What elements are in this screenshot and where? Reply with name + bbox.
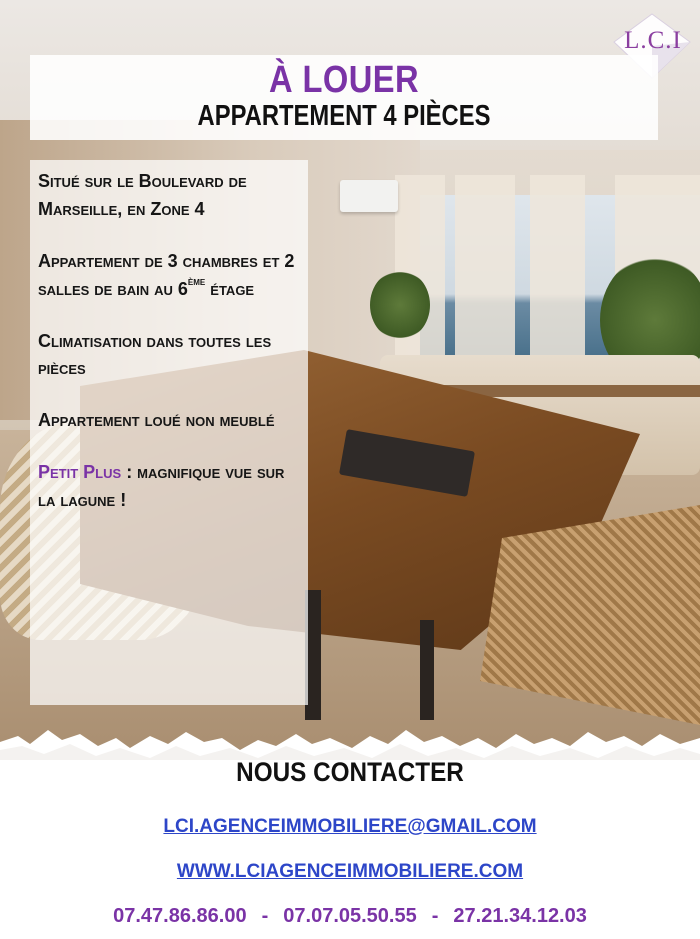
feature-rooms-text: Appartement de 3 chambres et 2 salles de bain au 6 <box>38 250 295 299</box>
bonus-label: Petit Plus <box>38 462 122 483</box>
plant <box>370 270 430 340</box>
separator: - <box>261 905 269 927</box>
air-conditioner <box>340 180 398 212</box>
feature-rooms <box>38 248 300 304</box>
feature-climate: Climatisation dans toutes les pièces <box>38 330 272 379</box>
features-panel <box>30 160 308 705</box>
contact-heading: NOUS CONTACTER <box>236 757 464 787</box>
feature-bonus <box>38 459 300 515</box>
feature-rooms-suffix: étage <box>210 278 255 299</box>
feature-furnishing: Appartement loué non meublé <box>38 410 275 431</box>
logo-text: L.C.I <box>624 27 682 54</box>
phone-number[interactable]: 07.07.05.50.55 <box>283 905 417 927</box>
title-banner <box>30 55 658 140</box>
website-link[interactable]: WWW.LCIAGENCEIMMOBILIERE.COM <box>176 861 524 882</box>
phone-numbers <box>0 905 700 928</box>
phone-number[interactable]: 27.21.34.12.03 <box>453 905 587 927</box>
page-subtitle: APPARTEMENT 4 PIÈCES <box>197 100 491 132</box>
feature-rooms-superscript: ème <box>187 275 206 288</box>
separator: - <box>431 905 439 927</box>
phone-number[interactable]: 07.47.86.86.00 <box>113 905 247 927</box>
feature-location: Situé sur le Boulevard de Marseille, en Zone 4 <box>38 171 247 219</box>
bonus-text: : magnifique vue sur la lagune ! <box>38 462 285 511</box>
page-title: À LOUER <box>268 59 420 101</box>
email-link[interactable]: LCI.AGENCEIMMOBILIERE@GMAIL.COM <box>163 816 537 837</box>
